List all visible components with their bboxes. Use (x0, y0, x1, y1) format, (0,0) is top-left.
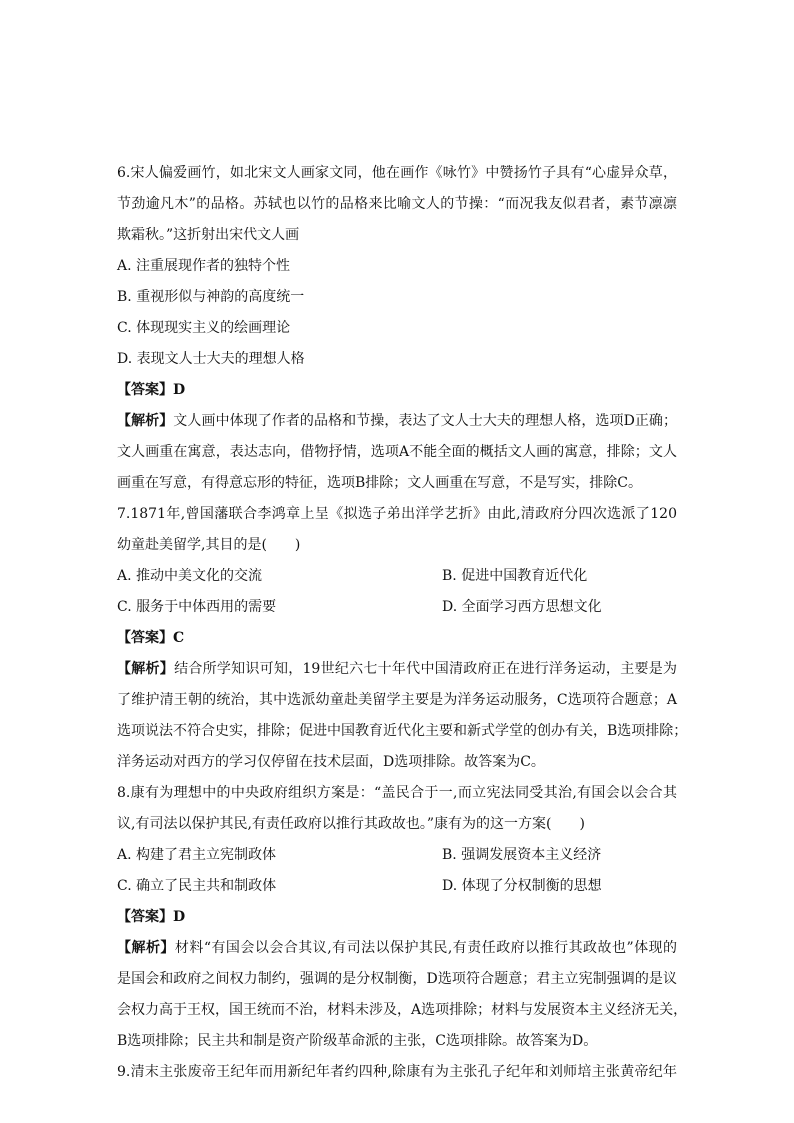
question-stem-line: 6.宋人偏爱画竹，如北宋文人画家文同，他在画作《咏竹》中赞扬竹子具有“心虚异众草， (117, 165, 677, 181)
question-stem-line: 8.康有为理想中的中央政府组织方案是：“盖民合于一,而立宪法同受其治,有国会以会合其 (117, 785, 677, 801)
analysis-line: 了维护清王朝的统治，其中选派幼童赴美留学主要是为洋务运动服务，C选项符合题意；A (117, 692, 677, 708)
option-c: C. 体现现实主义的绘画理论 (117, 320, 291, 336)
question-stem-line: 9.清末主张废帝王纪年而用新纪年者约四种,除康有为主张孔子纪年和刘师培主张黄帝纪年 (117, 1064, 677, 1080)
analysis-label: 【解析】 (117, 661, 175, 677)
question-stem-line: 欺霜秋。”这折射出宋代文人画 (117, 227, 300, 243)
analysis-line: 选项说法不符合史实，排除；促进中国教育近代化主要和新式学堂的创办有关，B选项排除； (117, 723, 688, 739)
question-stem-line: 7.1871年,曾国藩联合李鸿章上呈《拟选子弟出洋学艺折》由此,清政府分四次选派了120 (117, 506, 677, 522)
option-b: B. 重视形似与神韵的高度统一 (117, 289, 305, 305)
option-d: D. 体现了分权制衡的思想 (442, 878, 602, 894)
options-row (117, 871, 677, 902)
analysis-line: 是国会和政府之间权力制约，强调的是分权制衡，D选项符合题意；君主立宪制强调的是议 (117, 971, 677, 987)
answer-line (117, 902, 677, 933)
analysis-line: 洋务运动对西方的学习仅停留在技术层面，D选项排除。故答案为C。 (117, 754, 545, 770)
question-6 (117, 158, 677, 499)
option-c: C. 服务于中体西用的需要 (117, 599, 277, 615)
question-stem-line: 幼童赴美留学,其目的是( ) (117, 537, 301, 553)
question-9 (117, 1057, 677, 1088)
answer-value: D (173, 382, 186, 398)
option-b: B. 强调发展资本主义经济 (442, 847, 602, 863)
analysis-line (117, 933, 677, 964)
analysis-text: 文人画中体现了作者的品格和节操，表达了文人士大夫的理想人格，选项D正确； (173, 413, 678, 429)
analysis-line: 文人画重在寓意，表达志向，借物抒情，选项A不能全面的概括文人画的寓意，排除；文人 (117, 444, 677, 460)
analysis-label: 【解析】 (117, 940, 175, 956)
question-stem-line: 节劲逾凡木”的品格。苏轼也以竹的品格来比喻文人的节操：“而况我友似君者，素节凛凛 (117, 196, 677, 212)
analysis-line (117, 406, 677, 437)
option-d: D. 表现文人士大夫的理想人格 (117, 351, 305, 367)
answer-label: 【答案】 (117, 909, 173, 925)
options-row (117, 592, 677, 623)
option-c: C. 确立了民主共和制政体 (117, 878, 277, 894)
question-8 (117, 778, 688, 1057)
answer-value: D (173, 909, 186, 925)
answer-line (117, 375, 677, 406)
analysis-text: 结合所学知识可知，19世纪六七十年代中国清政府正在进行洋务运动，主要是为 (174, 661, 678, 677)
analysis-line (117, 654, 677, 685)
answer-value: C (173, 630, 185, 646)
question-7 (117, 499, 688, 778)
option-b: B. 促进中国教育近代化 (442, 568, 588, 584)
options-row (117, 840, 677, 871)
analysis-label: 【解析】 (117, 413, 174, 429)
answer-line (117, 623, 677, 654)
answer-label: 【答案】 (117, 382, 173, 398)
analysis-line: B选项排除；民主共和制是资产阶级革命派的主张，C选项排除。故答案为D。 (117, 1033, 598, 1049)
answer-label: 【答案】 (117, 630, 173, 646)
analysis-text: 材料“有国会以会合其议,有司法以保护其民,有责任政府以推行其政故也”体现的 (174, 940, 678, 956)
question-stem-line: 议,有司法以保护其民,有责任政府以推行其政故也。”康有为的这一方案( ) (117, 816, 585, 832)
option-a: A. 推动中美文化的交流 (117, 568, 263, 584)
options-row (117, 561, 677, 592)
exam-content (117, 158, 688, 1088)
option-a: A. 注重展现作者的独特个性 (117, 258, 291, 274)
option-a: A. 构建了君主立宪制政体 (117, 847, 277, 863)
option-d: D. 全面学习西方思想文化 (442, 599, 602, 615)
analysis-line: 会权力高于王权，国王统而不治，材料未涉及，A选项排除；材料与发展资本主义经济无关， (117, 1002, 688, 1018)
analysis-line: 画重在写意，有得意忘形的特征，选项B排除；文人画重在写意，不是写实，排除C。 (117, 475, 642, 491)
